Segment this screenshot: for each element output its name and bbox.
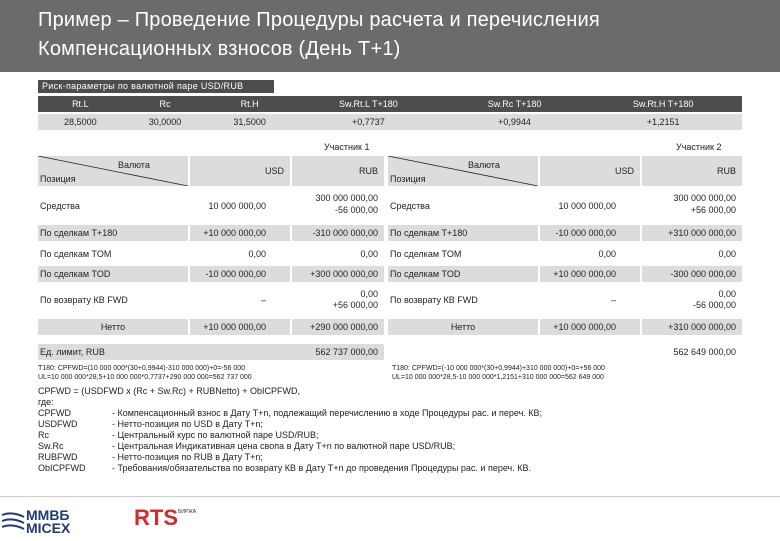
slide-title: Пример – Проведение Процедуры расчета и перечисления Компенсационных взносов (День T+1)	[38, 9, 600, 60]
micex-logo-text-ru: ММВБ	[26, 507, 70, 523]
row-label: Средства	[390, 201, 430, 211]
definitions-list	[38, 408, 542, 474]
definition-item	[38, 419, 542, 430]
definition-text: - Требования/обязательства по возврату КВ в Дату T+n до проведения Процедуры рас. и переч. КВ.	[112, 463, 531, 473]
currency-label: Валюта	[118, 160, 150, 170]
slide-header	[0, 0, 780, 72]
usd-header-2	[540, 156, 640, 186]
currency-label-2: Валюта	[468, 160, 500, 170]
row-rub: +310 000 000,00	[668, 228, 736, 238]
definition-item	[38, 452, 542, 463]
row-usd: 10 000 000,00	[558, 201, 616, 211]
row-rub: -310 000 000,00	[312, 228, 378, 238]
currency-position-cell	[38, 156, 188, 186]
row-rub: +300 000 000,00	[310, 269, 378, 279]
row-label: По сделкам TOD	[390, 269, 461, 279]
row-rub-adj: +56 000,00	[690, 205, 736, 215]
definition-term: RUBFWD	[38, 452, 78, 462]
row-usd: –	[610, 295, 616, 305]
value-swrtl: +0,7737	[292, 113, 445, 130]
row-label: Нетто	[100, 322, 126, 332]
row-usd: +10 000 000,00	[553, 322, 616, 332]
calc-notes-participant-1	[38, 364, 252, 382]
definition-term: USDFWD	[38, 419, 78, 429]
row-usd: 0,00	[598, 249, 616, 259]
row-label: По сделкам T+180	[390, 228, 468, 238]
row-rub-adj: -56 000,00	[334, 205, 378, 215]
rub-header-2	[642, 156, 742, 186]
rub-header	[292, 156, 384, 186]
row-rub: 300 000 000,00	[315, 193, 378, 203]
row-rub: 0,00	[360, 249, 378, 259]
row-rub: +290 000 000,00	[310, 322, 378, 332]
risk-params-table	[38, 96, 742, 130]
calc-note-ul: UL=10 000 000*28,5+10 000 000*0,7737+290 000 000=562 737 000	[38, 374, 252, 381]
row-usd: -10 000 000,00	[555, 228, 616, 238]
definition-text: - Нетто-позиция по RUB в Дату T+n;	[112, 452, 263, 462]
row-rub-adj: +56 000,00	[332, 300, 378, 310]
header-swrtl: Sw.Rt.L T+180	[292, 96, 445, 113]
definition-term: Sw.Rc	[38, 441, 64, 451]
usd-header-label-2: USD	[614, 166, 634, 176]
position-label: Позиция	[40, 174, 76, 184]
row-label: По сделкам TOD	[40, 269, 111, 279]
value-swrc: +0,9944	[445, 113, 584, 130]
rts-logo: RTS	[134, 505, 178, 530]
limit-value: 562 737 000,00	[315, 347, 378, 357]
participant-2-title: Участник 2	[676, 142, 722, 152]
row-usd: +10 000 000,00	[553, 269, 616, 279]
definition-text: - Компенсационный взнос в Дату T+n, подлежащий перечислению в ходе Процедуры рас. и переч. КВ;	[112, 408, 543, 418]
row-label: По сделкам TOM	[40, 249, 112, 259]
row-usd: +10 000 000,00	[203, 322, 266, 332]
value-rth: 31,5000	[207, 113, 292, 130]
row-rub: -300 000 000,00	[670, 269, 736, 279]
header-rc: Rc	[123, 96, 208, 113]
definition-item	[38, 430, 542, 441]
header-swrc: Sw.Rc T+180	[445, 96, 584, 113]
definition-text: - Нетто-позиция по USD в Дату T+n;	[112, 419, 263, 429]
rts-logo-subtitle: БИРЖА	[178, 509, 197, 515]
usd-header-label: USD	[264, 166, 284, 176]
header-rtl: Rt.L	[38, 96, 123, 113]
row-label: По возврату КВ FWD	[40, 295, 128, 305]
risk-params-header-row	[38, 96, 742, 113]
formula-line: CPFWD = (USDFWD x (Rc + Sw.Rc) + RUBNetto) + ObICPFWD,	[38, 386, 301, 396]
definition-term: Rc	[38, 430, 49, 440]
definition-text: - Центральная Индикативная цена свопа в Дату T+n по валютной паре USD/RUB;	[112, 441, 456, 451]
participant-2-header	[388, 156, 742, 186]
position-label-2: Позиция	[390, 174, 426, 184]
formula-block	[38, 386, 300, 408]
rub-header-label-2: RUB	[716, 166, 736, 176]
row-label: По возврату КВ FWD	[390, 295, 478, 305]
row-usd: 10 000 000,00	[208, 201, 266, 211]
header-rth: Rt.H	[207, 96, 292, 113]
micex-logo	[26, 509, 70, 535]
row-rub: 0,00	[718, 249, 736, 259]
row-usd: -10 000 000,00	[205, 269, 266, 279]
value-swrth: +1,2151	[584, 113, 742, 130]
limit-value-2: 562 649 000,00	[673, 347, 736, 357]
definition-term: ObICPFWD	[38, 463, 86, 473]
currency-position-cell-2	[388, 156, 538, 186]
row-label: По сделкам TOM	[390, 249, 462, 259]
value-rc: 30,0000	[123, 113, 208, 130]
row-label: По сделкам T+180	[40, 228, 118, 238]
row-rub: +310 000 000,00	[668, 322, 736, 332]
risk-params-label: Риск-параметры по валютной паре USD/RUB	[38, 80, 274, 93]
definition-text: - Центральный курс по валютной паре USD/RUB;	[112, 430, 319, 440]
row-rub: 0,00	[718, 289, 736, 299]
calc-note-cpfwd-2: T180: CPFWD=(-10 000 000*(30+0,9944)+310 000 000)+0=+56 000	[392, 365, 605, 372]
definition-term: CPFWD	[38, 408, 71, 418]
calc-notes-participant-2	[392, 364, 605, 382]
calc-note-cpfwd: T180: CPFWD=(10 000 000*(30+0,9944)-310 000 000)+0=-56 000	[38, 365, 246, 372]
risk-params-value-row	[38, 113, 742, 130]
row-rub-adj: -56 000,00	[692, 300, 736, 310]
value-rtl: 28,5000	[38, 113, 123, 130]
micex-logo-text-en: MICEX	[26, 520, 71, 536]
row-label: Нетто	[450, 322, 476, 332]
participant-1-title: Участник 1	[324, 142, 370, 152]
calc-note-ul-2: UL=10 000 000*28,5-10 000 000*1,2151+310 000 000=562 649 000	[392, 374, 604, 381]
definition-item	[38, 408, 542, 419]
row-usd: 0,00	[248, 249, 266, 259]
header-swrth: Sw.Rt.H T+180	[584, 96, 742, 113]
formula-where: где:	[38, 397, 54, 407]
participant-1-header	[38, 156, 384, 186]
usd-header	[190, 156, 290, 186]
limit-label: Ед. лимит, RUB	[40, 347, 105, 357]
row-rub: 300 000 000,00	[673, 193, 736, 203]
definition-item	[38, 441, 542, 452]
row-label: Средства	[40, 201, 80, 211]
row-rub: 0,00	[360, 289, 378, 299]
footer	[0, 496, 780, 541]
rub-header-label: RUB	[358, 166, 378, 176]
definition-item	[38, 463, 542, 474]
row-usd: –	[260, 295, 266, 305]
micex-logo-icon	[0, 509, 26, 533]
row-usd: +10 000 000,00	[203, 228, 266, 238]
